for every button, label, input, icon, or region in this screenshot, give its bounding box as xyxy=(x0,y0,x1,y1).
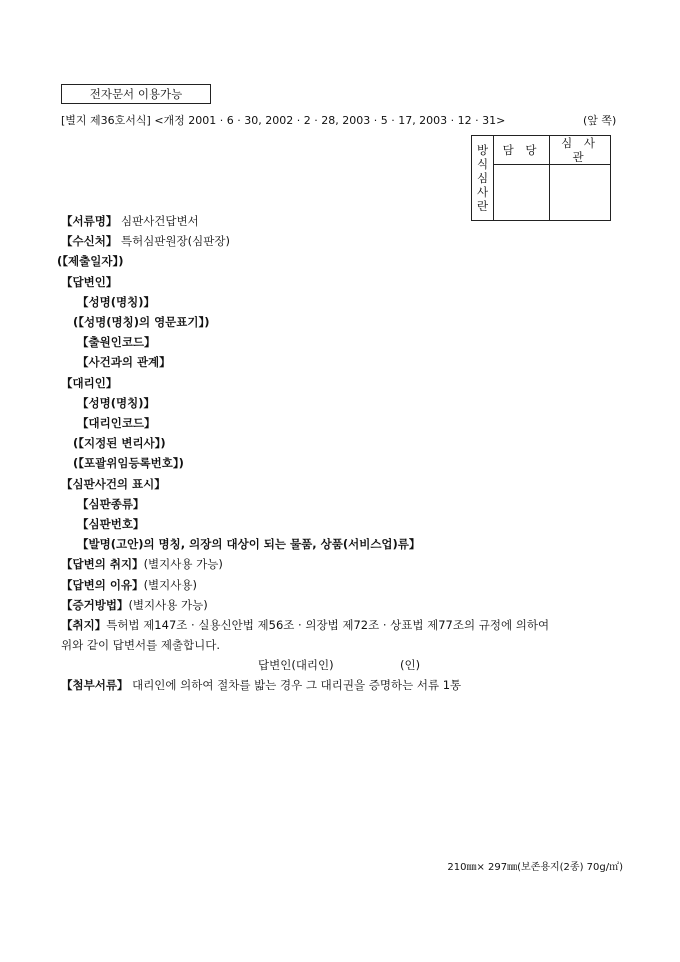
form-line-label: (【지정된 변리사】) xyxy=(73,436,166,450)
attachment-text: 대리인에 의하여 절차를 밟는 경우 그 대리권을 증명하는 서류 1통 xyxy=(128,678,462,692)
form-line-label: 【수신처】 xyxy=(61,234,118,248)
form-line-text: (별지사용 가능) xyxy=(128,598,208,612)
form-line xyxy=(61,556,223,572)
form-line-text: (별지사용) xyxy=(143,578,197,592)
paper-spec-footer: 210㎜× 297㎜(보존용지(2종) 70g/㎡) xyxy=(447,862,623,873)
form-line xyxy=(61,476,166,492)
form-line-label: 【발명(고안)의 명칭, 의장의 대상이 되는 물품, 상품(서비스업)류】 xyxy=(77,537,421,551)
form-line xyxy=(77,536,420,552)
signature-seal: (인) xyxy=(400,658,421,672)
stamp-col-examiner: 심 사 관 xyxy=(550,136,611,165)
form-line-label: (【포괄위임등록번호】) xyxy=(73,456,184,470)
form-line-label: 【답변의 이유】 xyxy=(61,578,144,592)
form-line-text: 심판사건답변서 xyxy=(117,214,199,228)
form-line-label: (【성명(명칭)의 영문표기】) xyxy=(73,315,210,329)
form-line-label: 【서류명】 xyxy=(61,214,118,228)
form-line-text: (별지사용 가능) xyxy=(143,557,223,571)
form-line-label: 【증거방법】 xyxy=(61,598,129,612)
form-line xyxy=(77,496,144,512)
form-line xyxy=(73,455,184,471)
attachment-label: 【첨부서류】 xyxy=(61,678,129,692)
form-line-label: 【사건과의 관계】 xyxy=(77,355,171,369)
form-line xyxy=(77,415,156,431)
stamp-examiner-box xyxy=(550,165,611,221)
form-line xyxy=(77,334,156,350)
form-line xyxy=(61,233,230,249)
form-line xyxy=(57,253,123,269)
form-line-label: 【심판종류】 xyxy=(77,497,145,511)
form-line xyxy=(73,314,210,330)
form-line xyxy=(77,395,155,411)
stamp-col-officer: 담 당 xyxy=(494,136,550,165)
form-line-label: 【성명(명칭)】 xyxy=(77,295,155,309)
electronic-document-badge: 전자문서 이용가능 xyxy=(61,84,211,104)
form-line xyxy=(61,597,208,613)
front-page-label: (앞 쪽) xyxy=(583,114,617,127)
form-line-label: (【제출일자】) xyxy=(57,254,124,268)
review-stamp-table xyxy=(471,135,611,221)
attachment-line xyxy=(61,677,461,693)
form-line xyxy=(61,274,117,290)
form-line xyxy=(61,577,197,593)
form-line xyxy=(77,516,144,532)
form-line xyxy=(61,617,549,633)
form-line-label: 【답변인】 xyxy=(61,275,118,289)
form-line-label: 【심판사건의 표시】 xyxy=(61,477,166,491)
signature-label: 답변인(대리인) xyxy=(258,658,334,672)
form-line-label: 【취지】 xyxy=(61,618,107,632)
form-line xyxy=(77,294,155,310)
form-line-label: 【답변의 취지】 xyxy=(61,557,144,571)
form-line-label: 【대리인코드】 xyxy=(77,416,156,430)
form-line-label: 【성명(명칭)】 xyxy=(77,396,155,410)
form-line-text: 위와 같이 답변서를 제출합니다. xyxy=(61,638,221,652)
form-line xyxy=(61,637,220,653)
form-header: [별지 제36호서식] <개정 2001 · 6 · 30, 2002 · 2 · 28, 2003 · 5 · 17, 2003 · 12 · 31> xyxy=(61,114,506,127)
form-line-label: 【심판번호】 xyxy=(77,517,145,531)
form-line xyxy=(77,354,171,370)
form-line-label: 【대리인】 xyxy=(61,376,118,390)
stamp-officer-box xyxy=(494,165,550,221)
form-line-label: 【출원인코드】 xyxy=(77,335,156,349)
stamp-vertical-label: 방 식 심 사 란 xyxy=(472,136,494,221)
form-line xyxy=(61,213,199,229)
form-line xyxy=(61,375,117,391)
form-line-text: 특허법 제147조 · 실용신안법 제56조 · 의장법 제72조 · 상표법 제77조의 규정에 의하여 xyxy=(106,618,550,632)
form-line-text: 특허심판원장(심판장) xyxy=(117,234,230,248)
form-line xyxy=(73,435,166,451)
